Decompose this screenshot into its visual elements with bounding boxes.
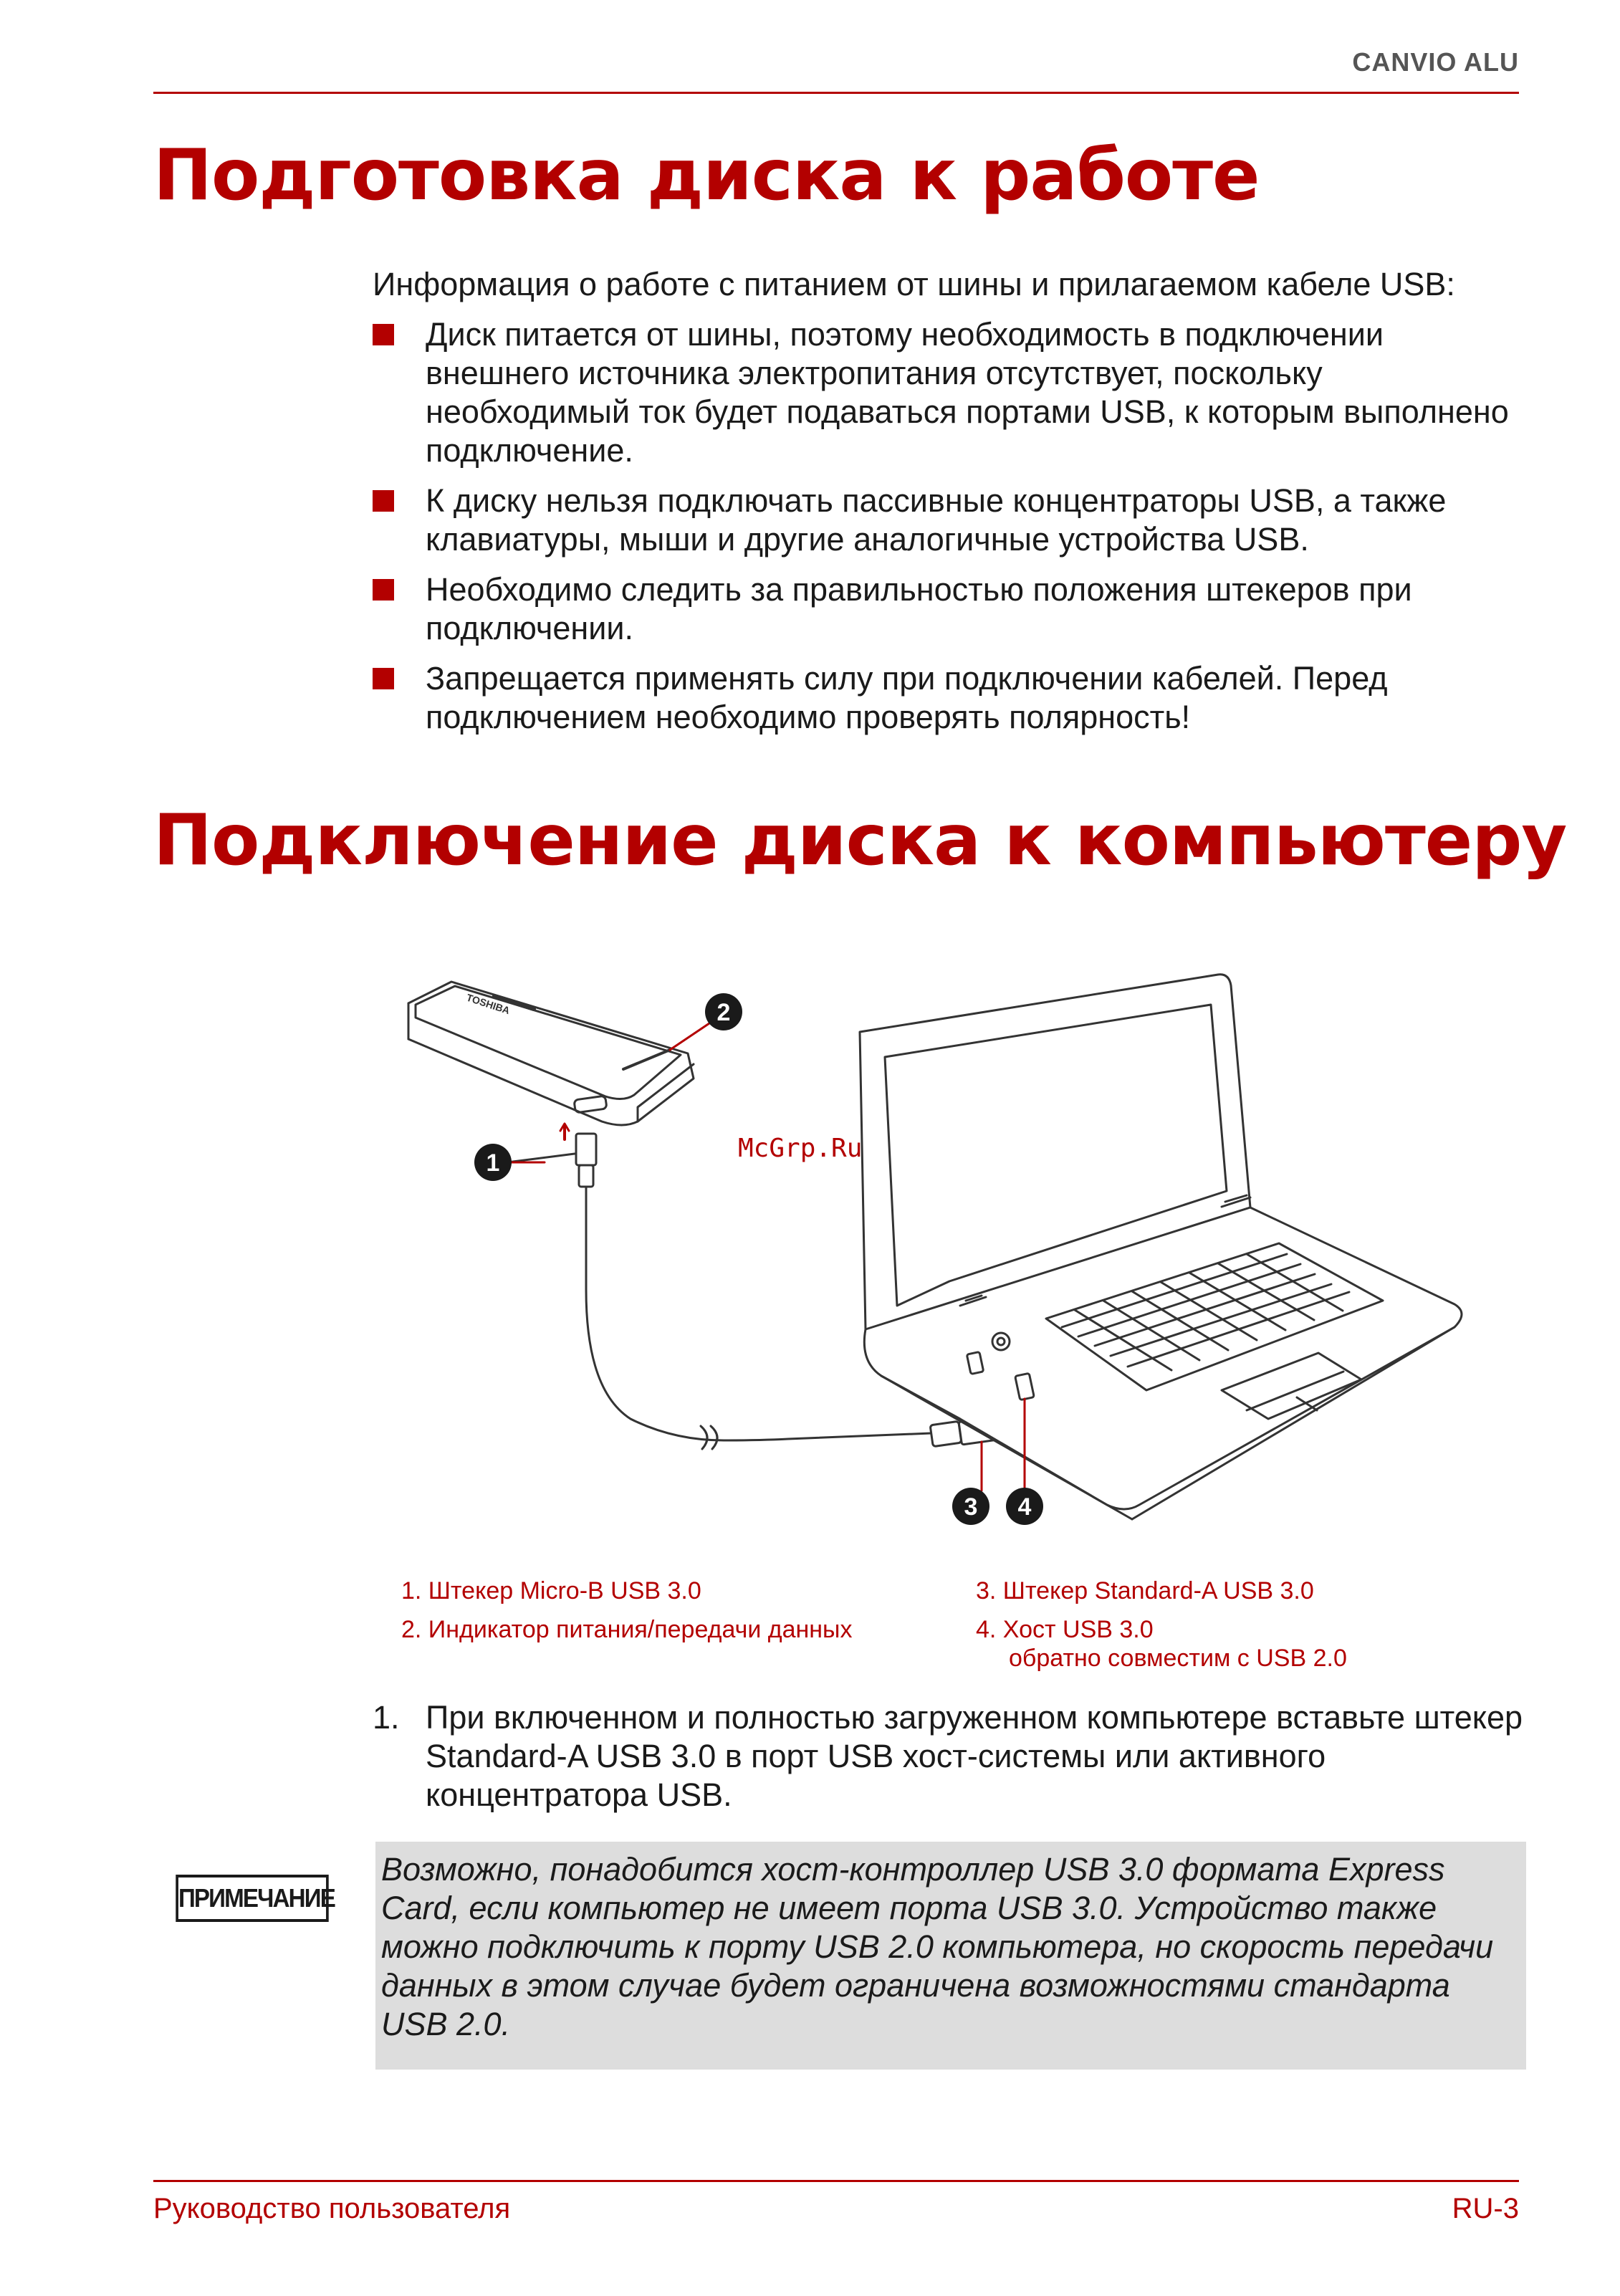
- step-number: 1.: [373, 1699, 400, 1736]
- header-rule: [153, 92, 1519, 94]
- external-drive-illustration: [408, 982, 694, 1125]
- list-item: Запрещается применять силу при подключении кабелей. Перед подключением необходимо проверять полярность!: [373, 659, 1526, 737]
- bullet-square-icon: [373, 490, 394, 512]
- watermark: McGrp.Ru: [738, 1134, 863, 1163]
- legend-item-4: 4. Хост USB 3.0: [976, 1616, 1154, 1643]
- legend-item-2: 2. Индикатор питания/передачи данных: [401, 1616, 853, 1643]
- footer-rule: [153, 2180, 1519, 2182]
- legend-item-3: 3. Штекер Standard-A USB 3.0: [976, 1577, 1314, 1604]
- footer-page-number: RU-3: [1452, 2193, 1519, 2224]
- running-header: CANVIO ALU: [1352, 47, 1519, 77]
- list-item: Диск питается от шины, поэтому необходимость в подключении внешнего источника электропитания отсутствует, поскольку необходимый ток будет подаваться портами USB, к которым выполнено подключение.: [373, 315, 1526, 470]
- section-title-connection: Подключение диска к компьютеру: [153, 800, 1567, 881]
- section-title-preparation: Подготовка диска к работе: [153, 135, 1260, 216]
- note-box: [375, 1842, 1526, 2070]
- requirements-list: [373, 315, 1526, 748]
- intro-paragraph: Информация о работе с питанием от шины и прилагаемом кабеле USB:: [373, 266, 1455, 302]
- bullet-square-icon: [373, 668, 394, 689]
- callout-1-label: 1: [486, 1149, 500, 1177]
- list-item: Необходимо следить за правильностью положения штекеров при подключении.: [373, 570, 1526, 648]
- callout-3-label: 3: [964, 1493, 978, 1521]
- legend-item-4-detail: обратно совместим с USB 2.0: [1009, 1645, 1347, 1672]
- list-item: К диску нельзя подключать пассивные концентраторы USB, а также клавиатуры, мыши и другие аналогичные устройства USB.: [373, 482, 1526, 559]
- footer-manual-title: Руководство пользователя: [153, 2193, 511, 2224]
- step-text: При включенном и полностью загруженном компьютере вставьте штекер Standard-A USB 3.0 в порт USB хост-системы или активного концентратора USB.: [426, 1699, 1523, 1813]
- connection-diagram: [387, 960, 1490, 1577]
- legend-item-1: 1. Штекер Micro-B USB 3.0: [401, 1577, 701, 1604]
- note-text: Возможно, понадобится хост-контроллер USB 3.0 формата Express Card, если компьютер не имеет порта USB 3.0. Устройство также можно подключить к порту USB 2.0 компьютера, но скорость передачи данных в этом случае будет ограничена возможностями стандарта USB 2.0.: [381, 1851, 1494, 2042]
- bullet-square-icon: [373, 324, 394, 345]
- bullet-square-icon: [373, 579, 394, 601]
- callout-2-label: 2: [716, 999, 731, 1026]
- callout-4-label: 4: [1017, 1493, 1032, 1521]
- drive-brand-label: TOSHIBA: [465, 991, 512, 1017]
- note-label: ПРИМЕЧАНИЕ: [176, 1875, 328, 1922]
